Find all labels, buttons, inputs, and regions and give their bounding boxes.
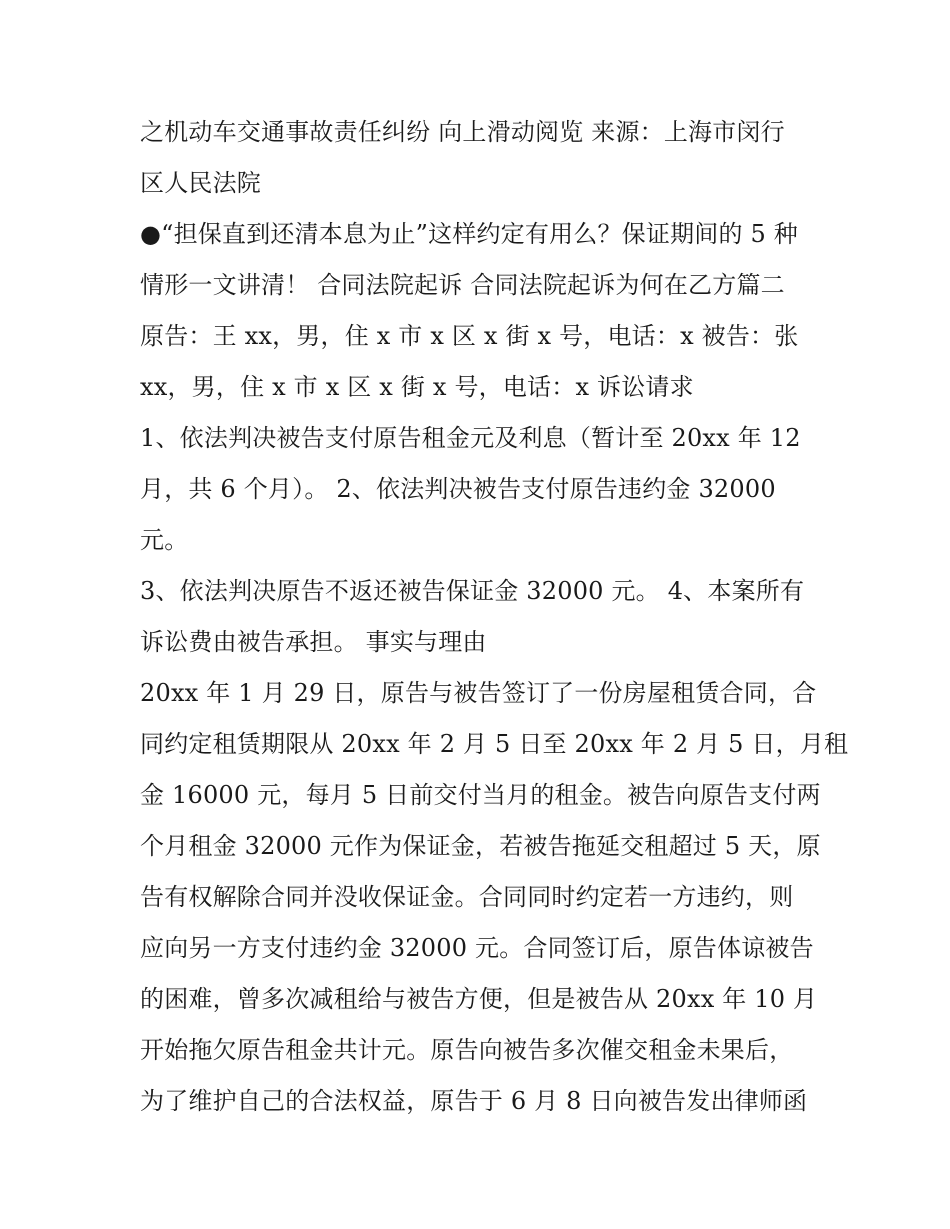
text-line: 之机动车交通事故责任纠纷 向上滑动阅览 来源：上海市闵行 — [140, 118, 785, 146]
text-line: 个月租金 32000 元作为保证金，若被告拖延交租超过 5 天，原 — [140, 832, 821, 860]
text-line: 月，共 6 个月）。 2、依法判决被告支付原告违约金 32000 — [140, 475, 776, 503]
text-line: 元。 — [140, 526, 189, 554]
text-line: 告有权解除合同并没收保证金。合同同时约定若一方违约，则 — [140, 883, 794, 911]
text-line: 应向另一方支付违约金 32000 元。合同签订后，原告体谅被告 — [140, 934, 814, 962]
text-line: 同约定租赁期限从 20xx 年 2 月 5 日至 20xx 年 2 月 5 日，月租 — [140, 730, 849, 758]
text-line: 3、依法判决原告不返还被告保证金 32000 元。 4、本案所有 — [140, 577, 805, 605]
text-line: 诉讼费由被告承担。 事实与理由 — [140, 628, 487, 656]
text-line: 区人民法院 — [140, 169, 261, 197]
text-line: 1、依法判决被告支付原告租金元及利息（暂计至 20xx 年 12 — [140, 424, 801, 452]
text-line: 的困难，曾多次减租给与被告方便，但是被告从 20xx 年 10 月 — [140, 985, 818, 1013]
text-line: 为了维护自己的合法权益，原告于 6 月 8 日向被告发出律师函 — [140, 1087, 808, 1115]
text-line: ●“担保直到还清本息为止”这样约定有用么？保证期间的 5 种 — [140, 220, 799, 248]
text-line: 金 16000 元，每月 5 日前交付当月的租金。被告向原告支付两 — [140, 781, 821, 809]
text-line: 开始拖欠原告租金共计元。原告向被告多次催交租金未果后， — [140, 1036, 794, 1064]
text-line: 原告：王 xx，男，住 x 市 x 区 x 街 x 号，电话：x 被告：张 — [140, 322, 799, 350]
body-text — [140, 107, 849, 1127]
text-line: 情形一文讲清！ 合同法院起诉 合同法院起诉为何在乙方篇二 — [140, 271, 785, 299]
text-line: 20xx 年 1 月 29 日，原告与被告签订了一份房屋租赁合同，合 — [140, 679, 817, 707]
text-line: xx，男，住 x 市 x 区 x 街 x 号，电话：x 诉讼请求 — [140, 373, 694, 401]
